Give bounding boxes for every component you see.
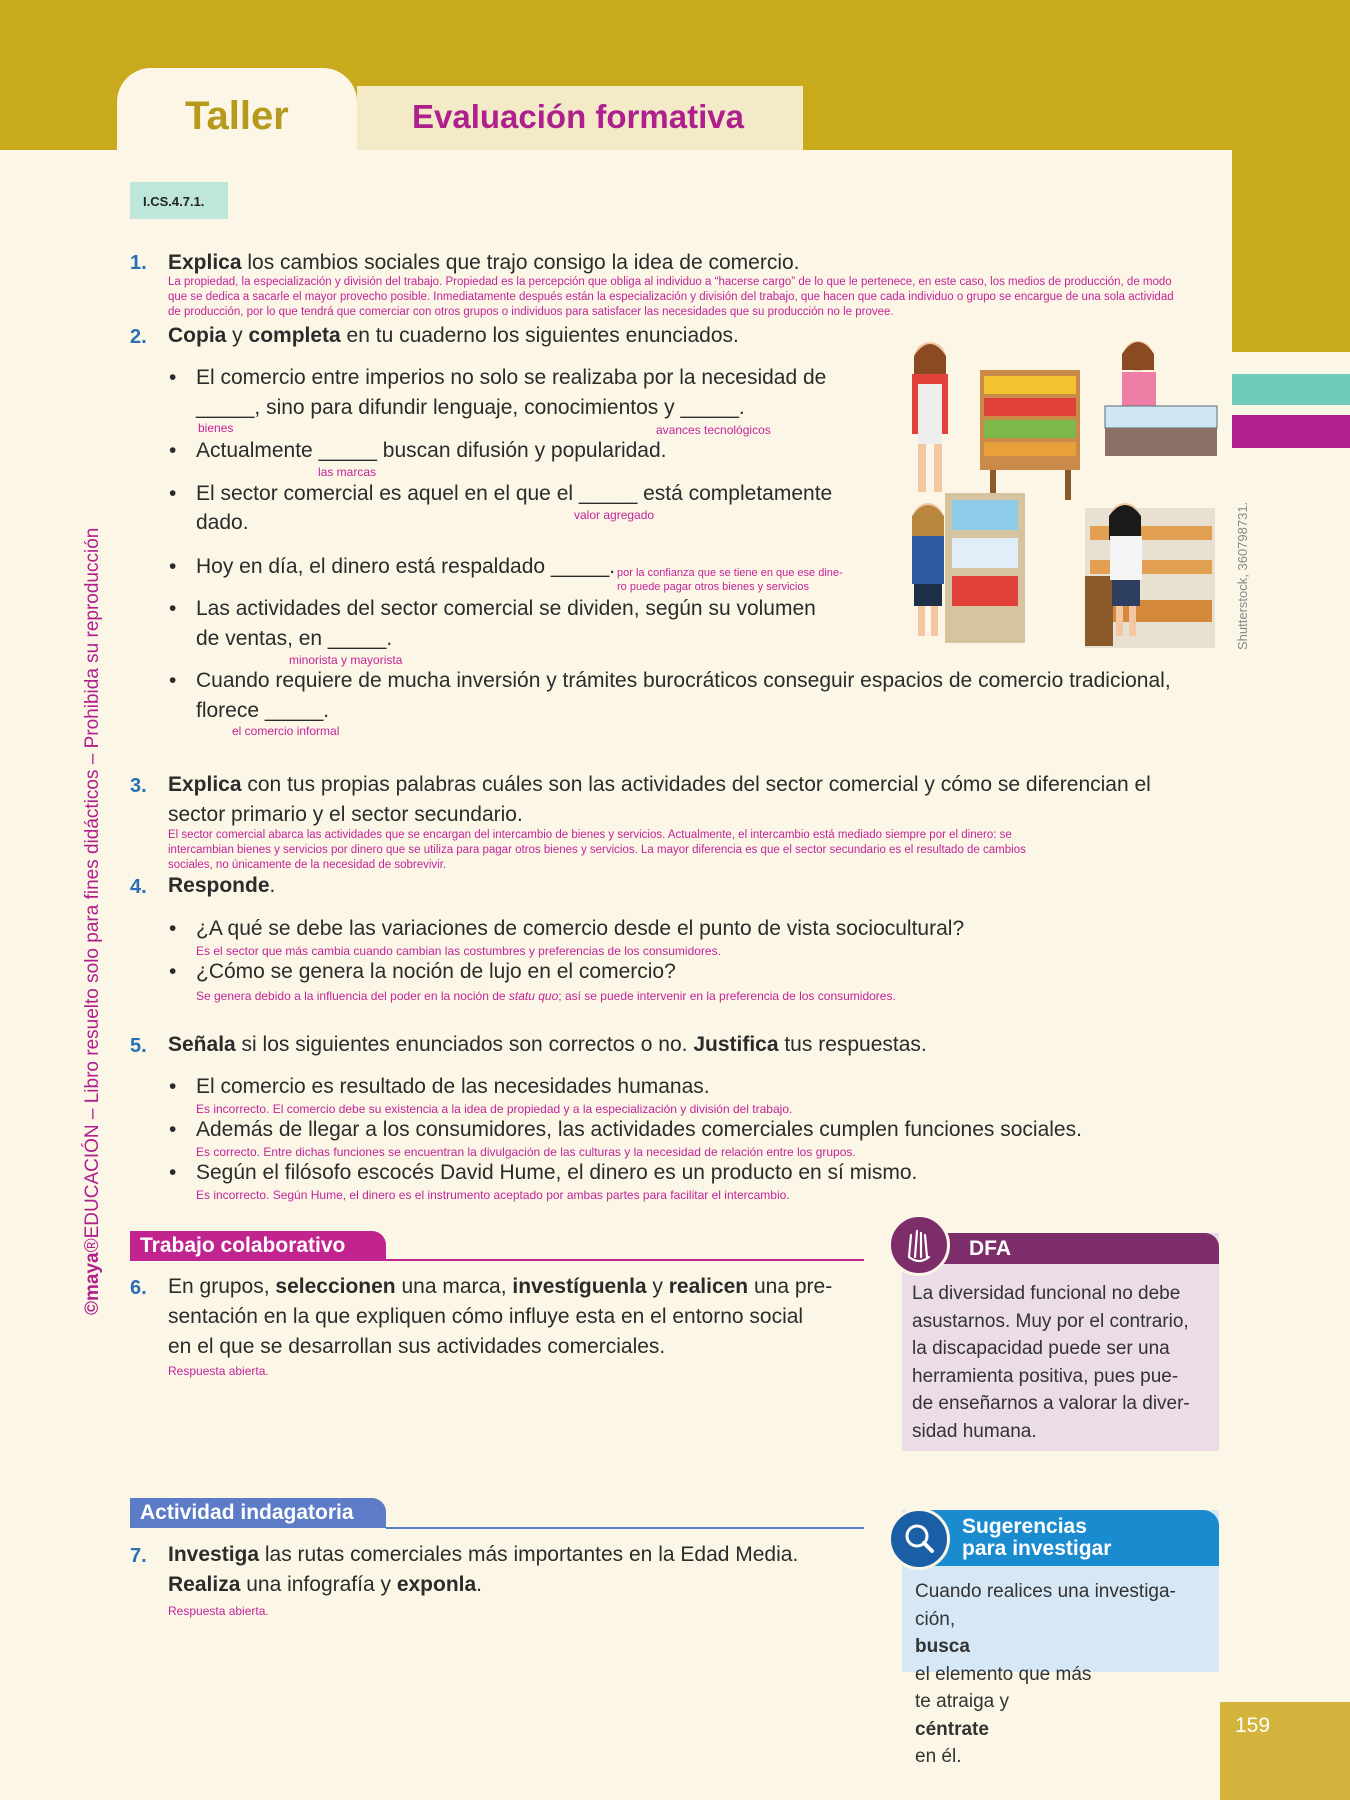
dfa-line-1: La diversidad funcional no debe (912, 1283, 1181, 1304)
q2-bullet-6-cont: florece _____. (196, 699, 330, 722)
dfa-line-6: sidad humana. (912, 1420, 1037, 1442)
q7-line-1 (168, 1543, 798, 1567)
q7-l2b: una infografía y (240, 1573, 397, 1596)
q4-bullet-1: • ¿A qué se debe las variaciones de comercio desde el punto de vista sociocultural? (196, 917, 964, 941)
q2-answer-6: el comercio informal (232, 724, 340, 738)
q4-bullet-2: • ¿Cómo se genera la noción de lujo en el comercio? (196, 960, 676, 984)
sug-l3b: céntrate (915, 1718, 989, 1740)
q6-answer: Respuesta abierta. (168, 1364, 269, 1378)
q3-line-1: con tus propias palabras cuáles son las actividades del sector comercial y cómo se diferencian el (241, 773, 1151, 796)
q1-answer-line-3: de producción, por lo que tendrá que comerciar con otros grupos o individuos para satisfacer las necesidades que su producción no le provee. (168, 306, 894, 318)
q6-l1b: seleccionen (275, 1275, 396, 1298)
side-copyright (82, 485, 104, 1315)
q1-answer-line-2: que se dedica a sacarle el mayor provecho posible. Inmediatamente después están la especialización y división del trabajo, que hacen que cada individuo o grupo se encargue de una sola actividad (168, 291, 1174, 303)
q4-answer-2a: Se genera debido a la influencia del poder en la noción de (196, 989, 509, 1003)
indag-divider (386, 1527, 864, 1529)
q7-number: 7. (130, 1545, 147, 1567)
dfa-header (927, 1233, 1219, 1264)
tab-taller-label: Taller (185, 94, 289, 138)
q5-bullet-1: • El comercio es resultado de las necesidades humanas. (196, 1075, 710, 1099)
q3-answer-line-1: El sector comercial abarca las actividades que se encargan del intercambio de bienes y servicios. Actualmente, el intercambio está mediado siempre por el dinero: se (168, 829, 1012, 841)
q6-l1a: En grupos, (168, 1275, 276, 1298)
q4-answer-1: Es el sector que más cambia cuando cambian las costumbres y preferencias de los consumidores. (196, 944, 721, 958)
q7-l2d: . (476, 1573, 483, 1596)
dfa-line-3: la discapacidad puede ser una (912, 1338, 1170, 1359)
jewelry-vendor-figure (1105, 341, 1217, 456)
q5-answer-2: Es correcto. Entre dichas funciones se encuentran la divulgación de las culturas y la necesidad de relación entre los grupos. (196, 1145, 856, 1159)
q5-number: 5. (130, 1035, 147, 1057)
q7-answer: Respuesta abierta. (168, 1604, 269, 1618)
q5-bullet-2: • Además de llegar a los consumidores, las actividades comerciales cumplen funciones sociales. (196, 1118, 1082, 1142)
q2-bullet-4: • Hoy en día, el dinero está respaldado _____. (196, 555, 615, 579)
hands-icon (888, 1214, 950, 1276)
q2-verb-2: completa (248, 324, 341, 347)
sugerencias-title-1: Sugerencias (962, 1515, 1087, 1538)
page-number-box (1220, 1702, 1350, 1800)
q6-l1d: investíguenla (512, 1275, 647, 1298)
page-number: 159 (1235, 1714, 1271, 1737)
q7-line-2 (168, 1573, 482, 1597)
q6-l1c: una marca, (395, 1275, 513, 1298)
sug-line-1: Cuando realices una investiga- (915, 1581, 1176, 1602)
q1-rest: los cambios sociales que trajo consigo la idea de comercio. (241, 251, 800, 274)
q5-bullet-3: • Según el filósofo escocés David Hume, el dinero es un producto en sí mismo. (196, 1161, 917, 1185)
q6-l1e: y (646, 1275, 669, 1298)
q6-number: 6. (130, 1277, 147, 1299)
q5-answer-3: Es incorrecto. Según Hume, el dinero es el instrumento aceptado por ambas partes para facilitar el intercambio. (196, 1188, 790, 1202)
q2-bullet-1-cont: _____, sino para difundir lenguaje, conocimientos y _____. (196, 396, 745, 419)
hands-icon-svg (891, 1217, 947, 1273)
tab-evaluacion-label: Evaluación formativa (412, 98, 744, 135)
sug-line-2 (915, 1606, 1212, 1689)
q6-line-3: en el que se desarrollan sus actividades comerciales. (168, 1335, 666, 1358)
dfa-line-5: de enseñarnos a valorar la diver- (912, 1393, 1190, 1414)
grocery-vendor-figure (912, 493, 1025, 643)
q5-text (168, 1033, 927, 1057)
q2-bullet-5-cont: de ventas, en _____. (196, 627, 393, 650)
q4-verb: Responde (168, 874, 270, 897)
q4-text (168, 874, 275, 898)
q5-answer-1: Es incorrecto. El comercio debe su existencia a la idea de propiedad y a la especialización y división del trabajo. (196, 1102, 793, 1116)
q2-answer-1a: bienes (198, 421, 234, 435)
q5-verb-2: Justifica (693, 1033, 779, 1056)
q6-l1f: realicen (668, 1275, 749, 1298)
vendors-illustration (900, 328, 1230, 653)
teal-marker (1232, 374, 1350, 405)
q4-dot: . (269, 874, 276, 897)
q7-l2c: exponla (396, 1573, 477, 1596)
q7-l1b: las rutas comerciales más importantes en la Edad Media. (259, 1543, 799, 1566)
q2-conj: y (226, 324, 249, 347)
bakery-vendor-figure (1085, 503, 1215, 648)
q2-answer-4b: ro puede pagar otros bienes y servicios (617, 581, 809, 593)
q1-text (168, 251, 800, 275)
sug-l2c: el elemento que más (915, 1663, 1092, 1685)
q3-verb: Explica (168, 773, 242, 796)
right-band (1232, 0, 1350, 352)
q2-answer-4a: por la confianza que se tiene en que ese dine- (617, 567, 843, 579)
q2-verb-1: Copia (168, 324, 227, 347)
q4-number: 4. (130, 876, 147, 898)
dfa-title: DFA (969, 1237, 1011, 1260)
q4-answer-2 (196, 989, 896, 1003)
q2-bullet-2: • Actualmente _____ buscan difusión y popularidad. (196, 439, 667, 463)
tab-taller (117, 68, 357, 156)
q3-line-2: sector primario y el sector secundario. (168, 803, 523, 826)
q1-answer-line-1: La propiedad, la especialización y división del trabajo. Propiedad es la percepción que obliga al individuo a “hacerse cargo” de lo que le pertenece, en este caso, los medios de producción, de modo (168, 276, 1172, 288)
sugerencias-title-2: para investigar (962, 1537, 1112, 1560)
q2-bullet-5: • Las actividades del sector comercial se dividen, según su volumen (196, 597, 816, 621)
sug-l2b: busca (915, 1636, 970, 1657)
dfa-line-4: herramienta positiva, pues pue- (912, 1365, 1179, 1387)
q2-answer-1b: avances tecnológicos (656, 423, 771, 437)
q3-answer-line-3: sociales, no únicamente de la necesidad de sobrevivir. (168, 859, 447, 871)
sug-l3c: en él. (915, 1746, 962, 1767)
dfa-line-2: asustarnos. Muy por el contrario, (912, 1310, 1189, 1332)
q6-l1g: una pre- (748, 1275, 833, 1298)
q2-answer-2: las marcas (318, 465, 377, 479)
q3-text (168, 773, 1151, 797)
sugerencias-text (915, 1578, 1212, 1771)
collab-divider (386, 1259, 864, 1261)
side-brand: ©maya (82, 1252, 103, 1315)
q6-line-2: sentación en la que expliquen cómo influye esta en el entorno social (168, 1305, 804, 1328)
q2-number: 2. (130, 326, 147, 348)
q4-answer-2b: ; así se puede intervenir en la preferencia de los consumidores. (558, 989, 896, 1003)
q4-answer-2-italic: statu quo (508, 989, 559, 1003)
q3-number: 3. (130, 775, 147, 797)
q2-text (168, 324, 739, 348)
q7-l1a: Investiga (168, 1543, 260, 1566)
dfa-text (912, 1280, 1212, 1445)
q2-answer-5: minorista y mayorista (289, 653, 403, 667)
q1-number: 1. (130, 252, 147, 274)
skill-code-badge: I.CS.4.7.1. (130, 182, 228, 219)
magenta-marker (1232, 415, 1350, 448)
q7-l2a: Realiza (168, 1573, 241, 1596)
image-credit: Shutterstock, 360798731. (1235, 501, 1250, 650)
q2-rest: en tu cuaderno los siguientes enunciados. (340, 324, 739, 347)
q2-bullet-6: • Cuando requiere de mucha inversión y trámites burocráticos conseguir espacios de comercio tradicional, (196, 669, 1171, 693)
q5-rest: tus respuestas. (778, 1033, 927, 1056)
sug-line-3 (915, 1688, 1212, 1771)
sug-l2: ción, (915, 1608, 956, 1630)
magnifier-icon (888, 1508, 950, 1570)
q2-answer-3: valor agregado (574, 508, 655, 522)
q5-verb-1: Señala (168, 1033, 236, 1056)
fruit-vendor-figure (912, 342, 1080, 500)
indag-section-header: Actividad indagatoria (130, 1498, 386, 1528)
q2-bullet-3-cont: dado. (196, 511, 249, 534)
magnifier-icon-svg (891, 1511, 947, 1567)
q3-answer-line-2: intercambian bienes y servicios por dinero que se utiliza para pagar otros bienes y servicios. La mayor diferencia es que el sector secundario es el resultado de cambios (168, 844, 1026, 856)
sugerencias-header (920, 1510, 1219, 1566)
q5-mid: si los siguientes enunciados son correctos o no. (235, 1033, 694, 1056)
tab-evaluacion (357, 86, 803, 150)
side-copyright-text: ®EDUCACIÓN – Libro resuelto solo para fines didácticos – Prohibida su reproducción (82, 527, 103, 1253)
collab-section-header: Trabajo colaborativo (130, 1231, 386, 1261)
q6-line-1 (168, 1275, 832, 1299)
q2-bullet-1: • El comercio entre imperios no solo se realizaba por la necesidad de (196, 366, 826, 390)
q2-bullet-3: • El sector comercial es aquel en el que el _____ está completamente (196, 482, 832, 506)
sug-l3: te atraiga y (915, 1691, 1009, 1712)
q1-verb: Explica (168, 251, 242, 274)
